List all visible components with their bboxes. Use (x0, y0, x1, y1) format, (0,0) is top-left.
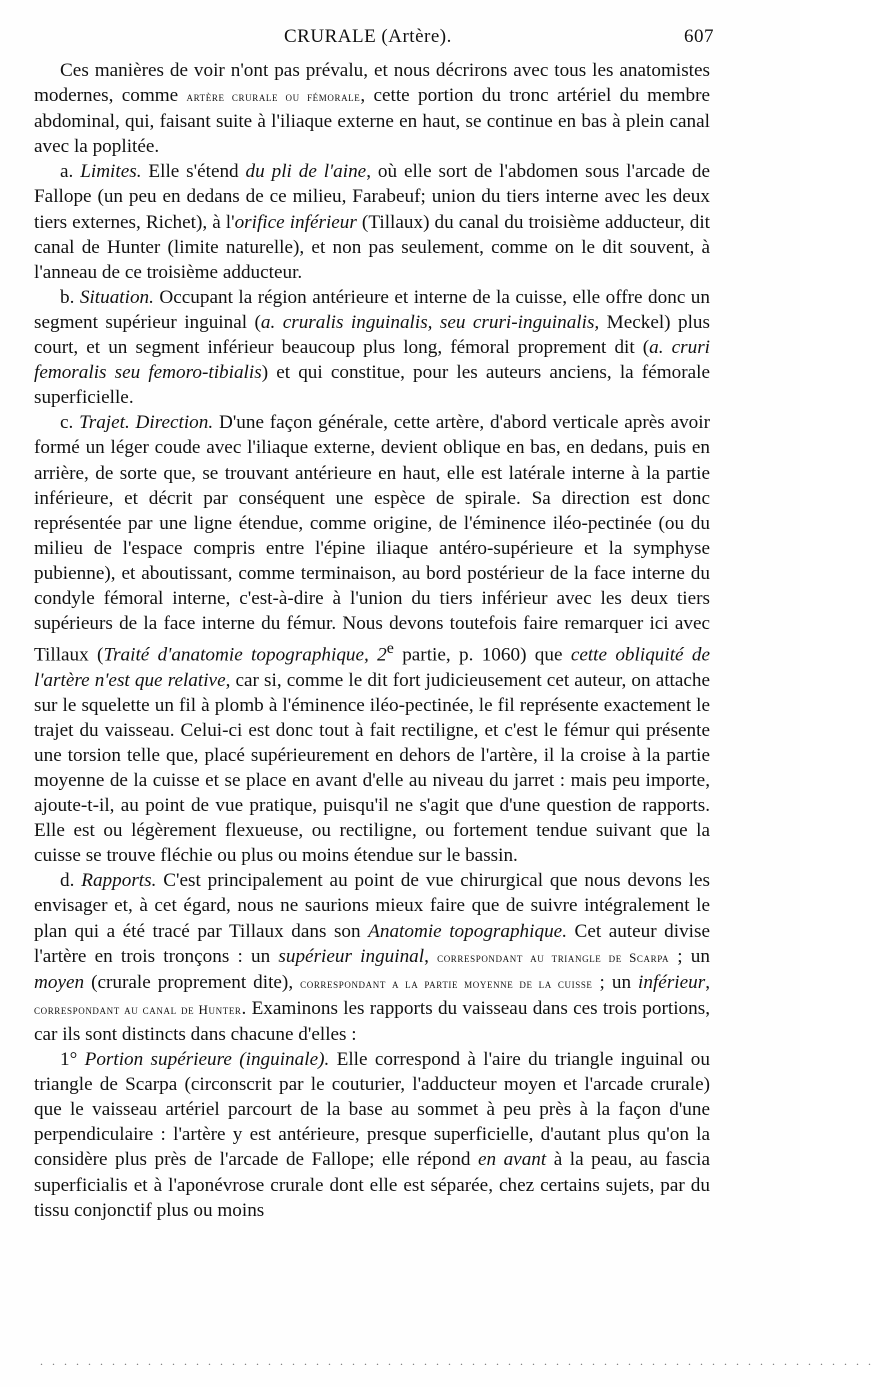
italic-term: , 2 (364, 644, 387, 666)
section-number: 1° (60, 1049, 85, 1071)
section-heading: Limites. (80, 161, 142, 183)
superscript: e (386, 640, 394, 658)
italic-term: moyen (34, 971, 85, 993)
text-span: , où elle sort de l'abdomen sous l'arcade de Fallope (un peu en dedans de ce milieu, Farabeuf; union du tiers interne avec les deux tiers externes, Richet), à l' (34, 161, 710, 233)
smallcaps-term: correspondant au triangle de Scarpa (437, 949, 670, 965)
text-span: ; un (592, 971, 639, 993)
text-span: , cette portion du tronc artériel du membre abdominal, qui, faisant suite à l'iliaque externe en haut, se continue en bas à plein canal avec la poplitée. (34, 85, 711, 158)
italic-term: en avant (477, 1149, 547, 1171)
text-span: (crurale proprement dite), (84, 971, 301, 993)
italic-term: supérieur inguinal (278, 945, 425, 967)
italic-term: cette obliquité de l'artère n'est que relative (34, 644, 710, 691)
text-span: D'une façon générale, cette artère, d'abord verticale après avoir formé un léger coude avec l'iliaque externe, devient oblique en bas, en dedans, puis en arrière, de sorte que, se trouvant antérieure en haut, elle est latérale interne à la partie inférieure, et décrit par conséquent une espèce de spirale. Sa direction est donc représentée par une ligne étendue, comme origine, de l'éminence iléo-pectinée (ou du milieu de l'espace compris entre l'épine iliaque antéro-supérieure et la symphyse pubienne), et aboutissant, comme terminaison, au bord postérieur de la face interne du condyle fémoral interne, c'est-à-dire à l'union du tiers inférieur avec les deux tiers supérieurs de la face interne du fémur. Nous devons toutefois faire remarquer ici avec Tillaux ( (34, 412, 710, 666)
text-span: ) et qui constitue, pour les auteurs anciens, la fémorale superficielle. (34, 362, 710, 409)
text-span: , (705, 971, 710, 993)
text-span: Ces manières de voir n'ont pas prévalu, et nous décrirons avec tous les anatomistes modernes, comme (34, 60, 710, 107)
text-span: C'est principalement au point de vue chirurgical que nous devons les envisager et, à cet égard, nous ne saurions mieux faire que de suivre intégralement le plan qui a été tracé par Tillaux dans son (34, 870, 710, 942)
smallcaps-term: correspondant a la partie moyenne de la cuisse (300, 975, 593, 991)
bottom-dotted-line: . . . . . . . . . . . . . . . . . . . . . . . . . . . . . . . . . . . . . . . . . . . . . . . . . . . . . . . . . . . . . . . . . . . . . . (40, 1354, 874, 1368)
text-span: à la peau, au fascia superficialis et à l'aponévrose crurale dont elle est séparée, chez certains sujets, par du tissu conjonctif plus ou moins (34, 1149, 710, 1221)
page-number: 607 (684, 26, 714, 47)
text-span: partie, p. 1060) que (393, 644, 571, 666)
italic-term: du pli de l'aine (245, 161, 367, 183)
text-span: , car si, comme le dit fort judicieusement cet auteur, on attache sur le squelette un fil à plomb à l'éminence iléo-pectinée, le fil représente exactement le trajet du vaisseau. Celui-ci est donc tout à fait rectiligne, et c'est le fémur qui présente une torsion telle que, placé supérieurement en dehors de l'artère, il la croise à la partie moyenne de la cuisse et se place en avant d'elle au niveau du jarret : mais peu importe, ajoute-t-il, au point de vue pratique, puisqu'il ne s'agit que d'une question de rapports. Elle est ou légèrement flexueuse, ou rectiligne, ou fortement tendue suivant que la cuisse se trouve fléchie ou plus ou moins étendue sur le bassin. (34, 669, 711, 867)
italic-term: Traité d'anatomie topographique (103, 644, 365, 666)
text-span: , (424, 945, 438, 967)
text-span: Cet auteur divise l'artère en trois tronçons : un (34, 920, 710, 967)
section-letter: a. (60, 161, 81, 183)
text-span: Occupant la région antérieure et interne de la cuisse, elle offre donc un segment supérieur inguinal ( (34, 286, 710, 333)
text-span: Meckel) plus court, et un segment inférieur beaucoup plus long, fémoral proprement dit ( (34, 311, 710, 359)
text-span: . Examinons les rapports du vaisseau dans ces trois portions, car ils sont distincts dans chacune d'elles : (34, 997, 710, 1045)
section-heading: Rapports. (81, 870, 157, 892)
section-heading: Portion supérieure (inguinale). (84, 1049, 330, 1071)
text-span: (Tillaux) du canal du troisième adducteur, dit canal de Hunter (limite naturelle), et non pas seulement, comme on le dit souvent, à l'anneau de ce troisième adducteur. (34, 211, 710, 283)
section-letter: b. (60, 286, 80, 308)
paragraph-situation (34, 285, 710, 410)
body-text (34, 58, 710, 1223)
smallcaps-term: correspondant au canal de Hunter (34, 1001, 242, 1017)
italic-term: Anatomie topographique. (368, 920, 567, 942)
smallcaps-term: artère crurale ou fémorale (186, 89, 361, 105)
running-header (34, 26, 714, 52)
paragraph-trajet (34, 410, 710, 868)
text-span: Elle correspond à l'aire du triangle inguinal ou triangle de Scarpa (circonscrit par le couturier, l'adducteur moyen et l'arcade crurale) que le vaisseau artériel parcourt de la base au sommet à peu près à la façon d'une perpendiculaire : l'artère y est antérieure, presque superficielle, d'autant plus qu'on la considère plus près de l'arcade de Fallope; elle répond (34, 1049, 710, 1171)
section-heading: Situation. (79, 286, 154, 308)
section-letter: c. (60, 412, 80, 434)
paragraph-portion-superieure (34, 1047, 710, 1223)
italic-term: orifice inférieur (234, 211, 357, 233)
header-title: CRURALE (Artère). (284, 26, 452, 47)
paragraph-limites (34, 159, 710, 284)
italic-term: a. cruralis inguinalis, seu cruri-inguinalis, (260, 311, 600, 333)
text-span: ; un (669, 945, 710, 967)
text-span: Elle s'étend (141, 161, 246, 183)
italic-term: inférieur (638, 971, 706, 993)
italic-term: a. cruri femoralis seu femoro-tibialis (34, 337, 710, 384)
paragraph-rapports (34, 868, 710, 1047)
paragraph-intro (34, 58, 710, 159)
section-letter: d. (60, 870, 82, 892)
section-heading: Trajet. Direction. (79, 412, 214, 434)
